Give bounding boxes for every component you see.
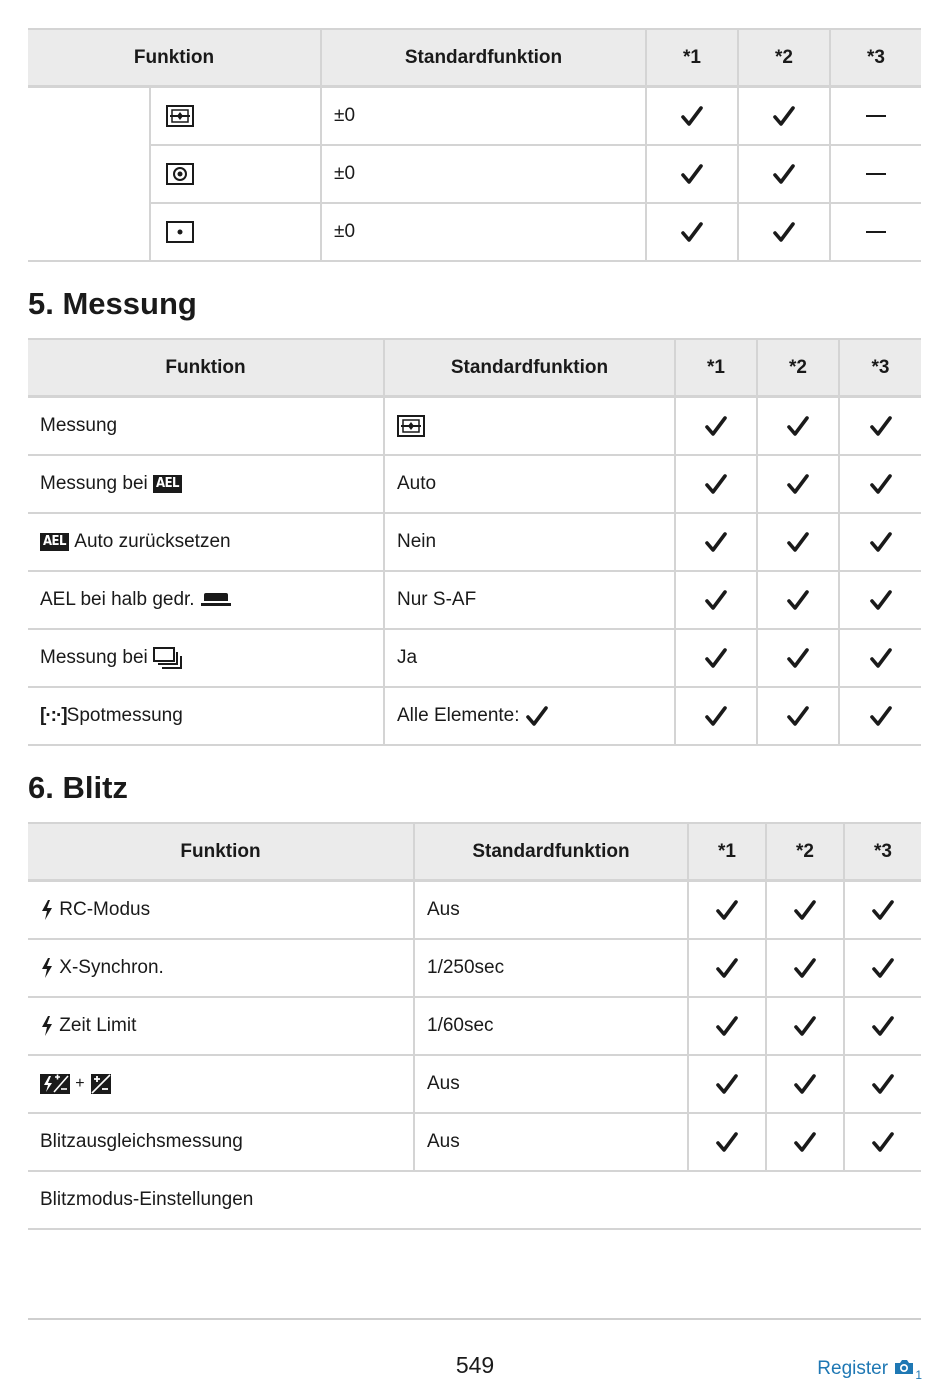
check-cell [738, 203, 830, 261]
check-cell [766, 1113, 844, 1171]
center-weighted-metering-icon [166, 163, 194, 185]
default-value: ±0 [321, 203, 646, 261]
check-cell [688, 881, 766, 940]
col-header-2: *2 [738, 29, 830, 87]
check-cell [766, 1055, 844, 1113]
check-cell [646, 145, 738, 203]
check-cell [844, 939, 921, 997]
function-label: Auto zurücksetzen [74, 530, 231, 552]
check-cell [646, 87, 738, 146]
table-header-row [28, 339, 921, 397]
check-cell [646, 203, 738, 261]
function-label: Messung bei [40, 472, 148, 494]
check-icon [704, 589, 728, 611]
table-row [28, 1113, 921, 1171]
check-cell [844, 1055, 921, 1113]
table-messung [28, 338, 921, 746]
function-cell [28, 997, 414, 1055]
default-value: Auto [384, 455, 675, 513]
check-icon [793, 1131, 817, 1153]
check-icon [793, 957, 817, 979]
esp-metering-icon [397, 415, 425, 437]
table-row [28, 881, 921, 940]
check-icon [772, 163, 796, 185]
check-cell [757, 513, 839, 571]
check-icon [704, 415, 728, 437]
check-icon [793, 1015, 817, 1037]
check-cell [757, 455, 839, 513]
check-cell [688, 939, 766, 997]
check-icon [715, 899, 739, 921]
check-icon [871, 957, 895, 979]
check-icon [704, 531, 728, 553]
col-header-standardfunktion: Standardfunktion [384, 339, 675, 397]
check-icon [525, 705, 549, 727]
col-header-3: *3 [844, 823, 921, 881]
function-label: Zeit Limit [59, 1014, 137, 1036]
function-cell [28, 629, 384, 687]
check-icon [772, 105, 796, 127]
default-value [384, 687, 675, 745]
function-label: Blitzausgleichsmessung [28, 1113, 414, 1171]
table-row [28, 629, 921, 687]
col-header-standardfunktion: Standardfunktion [321, 29, 646, 87]
default-value: Nein [384, 513, 675, 571]
check-icon [680, 105, 704, 127]
check-cell [688, 997, 766, 1055]
check-cell [688, 1055, 766, 1113]
section-title-messung: 5. Messung [28, 286, 197, 321]
check-cell [738, 87, 830, 146]
check-icon [793, 899, 817, 921]
dash-icon [866, 231, 886, 233]
table-header-row [28, 823, 921, 881]
default-value: Aus [414, 881, 688, 940]
function-label: Messung [28, 397, 384, 456]
sequential-shooting-icon [153, 647, 183, 669]
flash-icon [40, 957, 54, 979]
table-row [28, 513, 921, 571]
check-cell [839, 687, 921, 745]
table-row [28, 87, 921, 146]
dash-cell [830, 145, 921, 203]
check-cell [844, 881, 921, 940]
default-value: ±0 [321, 87, 646, 146]
table-row [28, 687, 921, 745]
check-icon [786, 473, 810, 495]
function-cell [28, 1055, 414, 1113]
default-value: 1/250sec [414, 939, 688, 997]
check-icon [715, 957, 739, 979]
default-value [384, 397, 675, 456]
table-row [28, 145, 921, 203]
check-icon [786, 647, 810, 669]
function-label: AEL bei halb gedr. [40, 588, 195, 610]
table-row [28, 397, 921, 456]
esp-metering-icon [166, 105, 194, 127]
function-label: Blitzmodus-Einstellungen [28, 1171, 921, 1229]
check-icon [786, 705, 810, 727]
spot-metering-icon [166, 221, 194, 243]
dash-icon [866, 115, 886, 117]
check-cell [839, 397, 921, 456]
check-icon [869, 589, 893, 611]
check-cell [766, 939, 844, 997]
flash-icon [40, 899, 54, 921]
table-belichtung-continuation [28, 28, 921, 262]
check-icon [869, 647, 893, 669]
col-header-funktion: Funktion [28, 339, 384, 397]
default-value: 1/60sec [414, 997, 688, 1055]
function-label: Messung bei [40, 646, 148, 668]
default-value: Ja [384, 629, 675, 687]
function-cell [150, 145, 321, 203]
col-header-funktion: Funktion [28, 823, 414, 881]
function-label: RC-Modus [59, 898, 151, 920]
col-header-1: *1 [688, 823, 766, 881]
function-cell [28, 881, 414, 940]
col-header-3: *3 [839, 339, 921, 397]
spot-bracket-prefix: [·:·] [40, 704, 67, 726]
function-cell [28, 571, 384, 629]
default-value: Aus [414, 1113, 688, 1171]
check-cell [839, 629, 921, 687]
check-cell [675, 629, 757, 687]
check-icon [871, 899, 895, 921]
col-header-1: *1 [675, 339, 757, 397]
section-title-blitz: 6. Blitz [28, 770, 128, 805]
check-cell [757, 687, 839, 745]
check-cell [766, 881, 844, 940]
check-icon [786, 531, 810, 553]
col-header-2: *2 [757, 339, 839, 397]
check-cell [675, 687, 757, 745]
check-cell [688, 1113, 766, 1171]
table-header-row [28, 29, 921, 87]
check-cell [839, 455, 921, 513]
default-value: ±0 [321, 145, 646, 203]
check-icon [786, 415, 810, 437]
check-icon [715, 1073, 739, 1095]
default-value: Nur S-AF [384, 571, 675, 629]
function-cell [28, 687, 384, 745]
check-icon [680, 221, 704, 243]
flash-icon [40, 1015, 54, 1037]
exposure-compensation-icon [90, 1073, 112, 1095]
table-row [28, 1171, 921, 1229]
check-icon [704, 705, 728, 727]
default-value-text: Alle Elemente: [397, 704, 520, 726]
parent-function-cell [28, 87, 150, 262]
check-icon [786, 589, 810, 611]
function-label: X-Synchron. [59, 956, 164, 978]
register-link[interactable] [817, 1358, 922, 1382]
check-icon [704, 473, 728, 495]
table-row [28, 203, 921, 261]
page-number: 549 [455, 1352, 495, 1378]
table-row [28, 939, 921, 997]
check-icon [871, 1073, 895, 1095]
table-row [28, 571, 921, 629]
function-cell [150, 87, 321, 146]
flash-exposure-compensation-icon [40, 1073, 70, 1095]
col-header-1: *1 [646, 29, 738, 87]
check-cell [757, 397, 839, 456]
check-icon [715, 1015, 739, 1037]
check-cell [675, 571, 757, 629]
table-row [28, 1055, 921, 1113]
col-header-standardfunktion: Standardfunktion [414, 823, 688, 881]
check-cell [839, 513, 921, 571]
check-cell [844, 997, 921, 1055]
ael-badge: AEL [40, 533, 69, 551]
check-icon [869, 473, 893, 495]
check-icon [793, 1073, 817, 1095]
check-cell [766, 997, 844, 1055]
function-label: Spotmessung [66, 704, 183, 726]
register-subscript: 1 [915, 1367, 922, 1382]
function-cell [150, 203, 321, 261]
col-header-2: *2 [766, 823, 844, 881]
check-cell [675, 397, 757, 456]
check-icon [772, 221, 796, 243]
check-icon [680, 163, 704, 185]
check-icon [704, 647, 728, 669]
check-icon [869, 705, 893, 727]
check-cell [757, 629, 839, 687]
check-icon [715, 1131, 739, 1153]
check-cell [844, 1113, 921, 1171]
dash-icon [866, 173, 886, 175]
check-icon [869, 531, 893, 553]
function-cell [28, 455, 384, 513]
check-icon [871, 1015, 895, 1037]
table-blitz [28, 822, 921, 1230]
col-header-funktion: Funktion [28, 29, 321, 87]
check-cell [839, 571, 921, 629]
table-row [28, 455, 921, 513]
col-header-3: *3 [830, 29, 921, 87]
plus-sign: + [75, 1074, 85, 1092]
footer-divider [28, 1318, 921, 1320]
check-cell [675, 455, 757, 513]
register-label: Register [817, 1358, 889, 1379]
function-cell [28, 513, 384, 571]
ael-badge: AEL [153, 475, 182, 493]
check-cell [757, 571, 839, 629]
function-cell [28, 939, 414, 997]
table-row [28, 997, 921, 1055]
dash-cell [830, 203, 921, 261]
dash-cell [830, 87, 921, 146]
check-cell [738, 145, 830, 203]
default-value: Aus [414, 1055, 688, 1113]
check-icon [869, 415, 893, 437]
check-icon [871, 1131, 895, 1153]
shutter-half-press-icon [200, 592, 232, 608]
camera-icon [893, 1358, 915, 1376]
check-cell [675, 513, 757, 571]
